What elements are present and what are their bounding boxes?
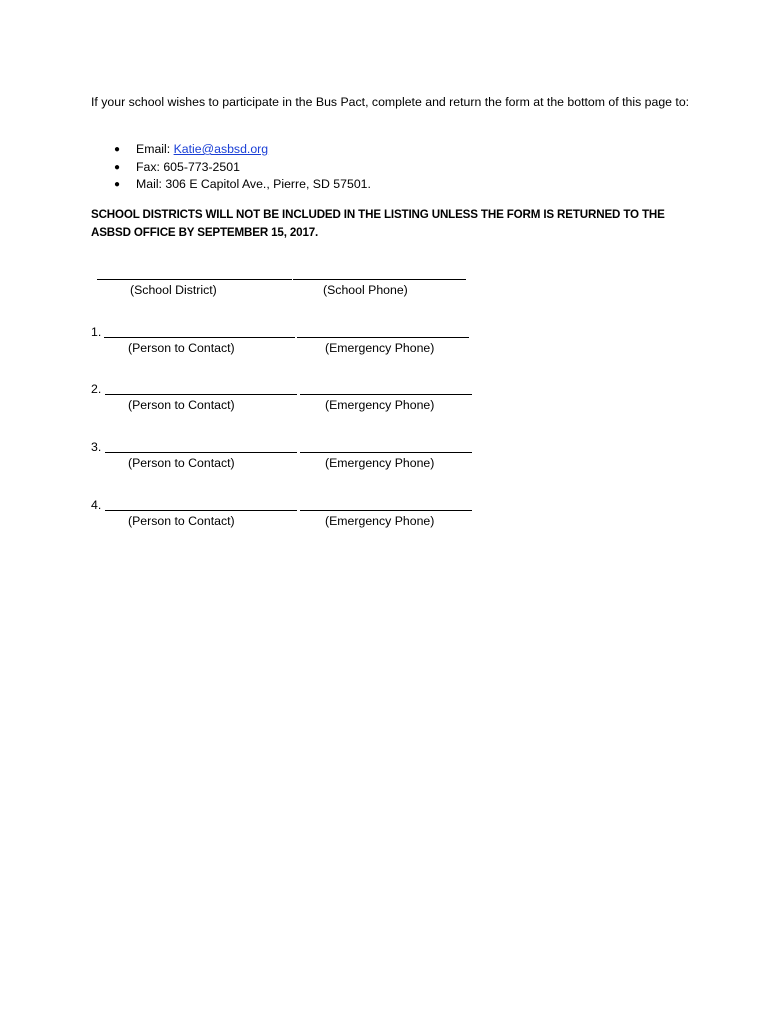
emergency-phone-blank[interactable] xyxy=(300,452,472,453)
contact-fax-item xyxy=(91,159,371,177)
school-district-blank[interactable] xyxy=(97,279,292,280)
emergency-phone-blank[interactable] xyxy=(297,337,469,338)
school-district-row xyxy=(91,265,491,283)
person-contact-blank[interactable] xyxy=(104,337,295,338)
contact-row-3 xyxy=(91,438,491,456)
mail-text: Mail: 306 E Capitol Ave., Pierre, SD 57501. xyxy=(136,177,371,191)
emergency-phone-caption: (Emergency Phone) xyxy=(325,456,435,470)
deadline-notice: SCHOOL DISTRICTS WILL NOT BE INCLUDED IN THE LISTING UNLESS THE FORM IS RETURNED TO THE ASBSD OFFICE BY SEPTEMBER 15, 2017. xyxy=(91,208,665,239)
school-phone-caption: (School Phone) xyxy=(323,283,408,297)
school-district-caption: (School District) xyxy=(130,283,217,297)
row-number: 2. xyxy=(91,382,102,396)
person-contact-caption: (Person to Contact) xyxy=(128,341,235,355)
contact-row-1 xyxy=(91,323,491,341)
row-number: 3. xyxy=(91,440,102,454)
contact-methods-list xyxy=(91,141,371,194)
row-number: 4. xyxy=(91,498,102,512)
contact-mail-item xyxy=(91,176,371,194)
emergency-phone-blank[interactable] xyxy=(300,510,472,511)
intro-paragraph: If your school wishes to participate in the Bus Pact, complete and return the form at the bottom of this page to: xyxy=(91,95,690,109)
contact-email-item xyxy=(91,141,371,159)
bullet-icon: ● xyxy=(114,179,121,190)
person-contact-blank[interactable] xyxy=(105,510,297,511)
bullet-icon: ● xyxy=(114,144,121,155)
fax-text: Fax: 605-773-2501 xyxy=(136,159,240,174)
email-link[interactable]: Katie@asbsd.org xyxy=(173,142,269,156)
bullet-icon: ● xyxy=(114,161,121,173)
person-contact-caption: (Person to Contact) xyxy=(128,398,235,412)
emergency-phone-blank[interactable] xyxy=(300,394,472,395)
row-number: 1. xyxy=(91,325,102,339)
emergency-phone-caption: (Emergency Phone) xyxy=(325,341,435,355)
school-phone-blank[interactable] xyxy=(293,279,466,280)
emergency-phone-caption: (Emergency Phone) xyxy=(325,398,435,412)
person-contact-blank[interactable] xyxy=(105,452,297,453)
person-contact-blank[interactable] xyxy=(105,394,297,395)
person-contact-caption: (Person to Contact) xyxy=(128,456,235,470)
contact-row-2 xyxy=(91,380,491,398)
email-label: Email: xyxy=(136,142,174,156)
person-contact-caption: (Person to Contact) xyxy=(128,514,235,528)
emergency-phone-caption: (Emergency Phone) xyxy=(325,514,435,528)
contact-row-4 xyxy=(91,496,491,514)
